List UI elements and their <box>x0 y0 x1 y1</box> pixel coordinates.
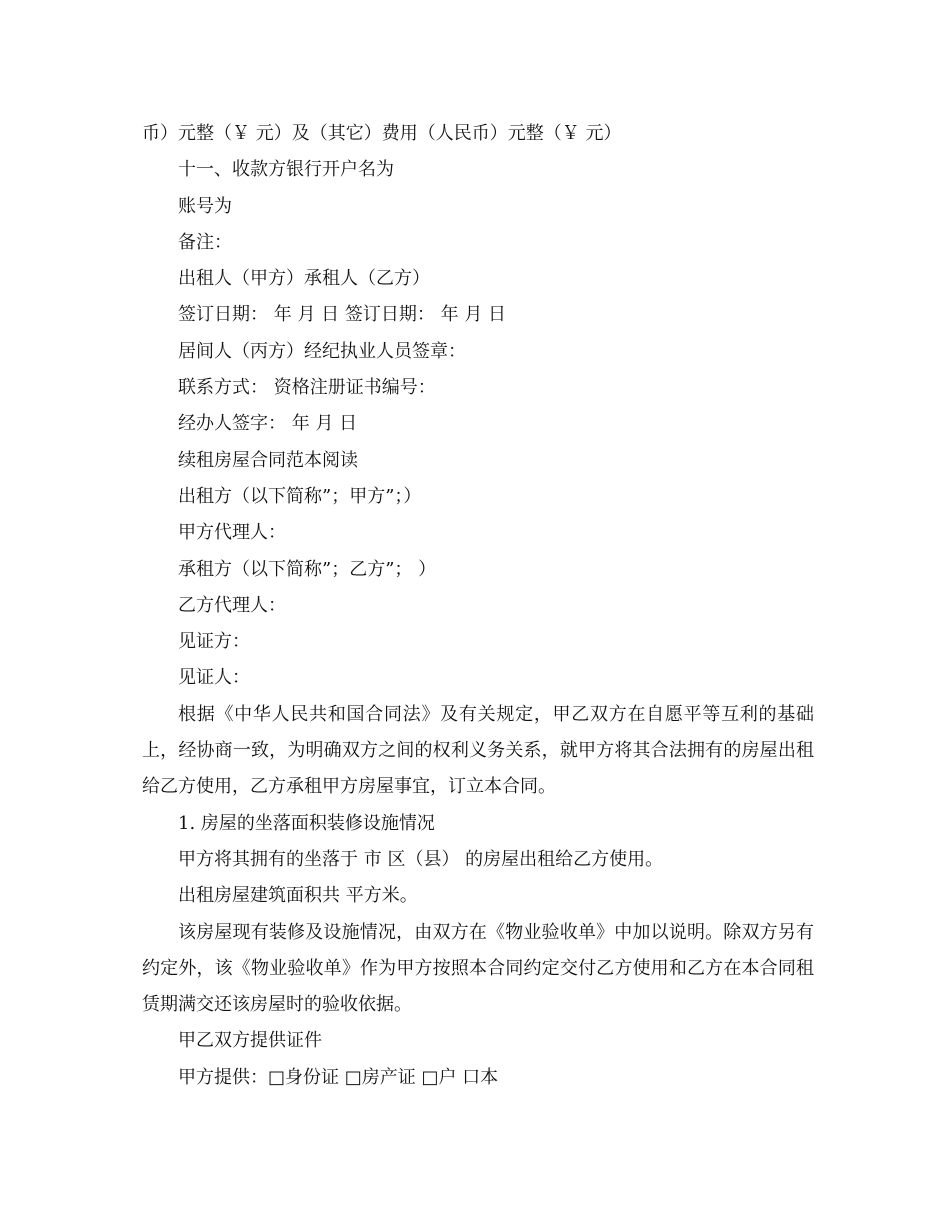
text-line-intermediary: 居间人（丙方）经纪执业人员签章： <box>178 340 466 362</box>
text-line-property-location: 甲方将其拥有的坐落于 市 区（县） 的房屋出租给乙方使用。 <box>178 848 664 870</box>
text-line-lessor: 出租方（以下简称”；甲方”；） <box>178 485 422 507</box>
text-line-signing-dates: 签订日期： 年 月 日 签订日期： 年 月 日 <box>178 304 507 326</box>
text-line-remarks: 备注： <box>178 231 232 253</box>
text-line-continuation: 币）元整（￥ 元）及（其它）费用（人民币）元整（￥ 元） <box>142 123 622 144</box>
text-line-lessor-agent: 甲方代理人： <box>178 522 286 544</box>
section-heading-property-details: 1. 房屋的坐落面积装修设施情况 <box>178 812 435 834</box>
text-line-lessee-agent: 乙方代理人： <box>178 594 286 616</box>
text-line-certificates-list: 甲方提供：□身份证 □房产证 □户 口本 <box>178 1066 499 1088</box>
section-heading-renewal-contract: 续租房屋合同范本阅读 <box>178 449 358 471</box>
paragraph-intro: 根据《中华人民共和国合同法》及有关规定，甲乙双方在自愿平等互利的基础上，经协商一致，为明确双方之间的权利义务关系，就甲方将其合法拥有的房屋出租给乙方使用，乙方承租甲方房屋事宜，订立本合同。 <box>142 703 814 798</box>
text-line-bank-account-name: 十一、收款方银行开户名为 <box>178 159 394 181</box>
paragraph-decoration: 该房屋现有装修及设施情况，由双方在《物业验收单》中加以说明。除双方另有约定外，该《物业验收单》作为甲方按照本合同约定交付乙方使用和乙方在本合同租赁期满交还该房屋时的验收依据。 <box>142 921 814 1016</box>
section-heading-certificates: 甲乙双方提供证件 <box>178 1030 322 1052</box>
text-line-contact: 联系方式： 资格注册证书编号： <box>178 377 436 399</box>
text-line-property-area: 出租房屋建筑面积共 平方米。 <box>178 885 418 907</box>
text-line-account-number: 账号为 <box>178 195 232 217</box>
text-line-lessee: 承租方（以下简称”；乙方”； ） <box>178 558 437 580</box>
text-line-parties: 出租人（甲方）承租人（乙方） <box>178 268 430 290</box>
document-body <box>142 116 814 1096</box>
text-line-handler-signature: 经办人签字： 年 月 日 <box>178 413 358 435</box>
text-line-witness-party: 见证方： <box>178 631 250 653</box>
text-line-witness-person: 见证人： <box>178 667 250 689</box>
